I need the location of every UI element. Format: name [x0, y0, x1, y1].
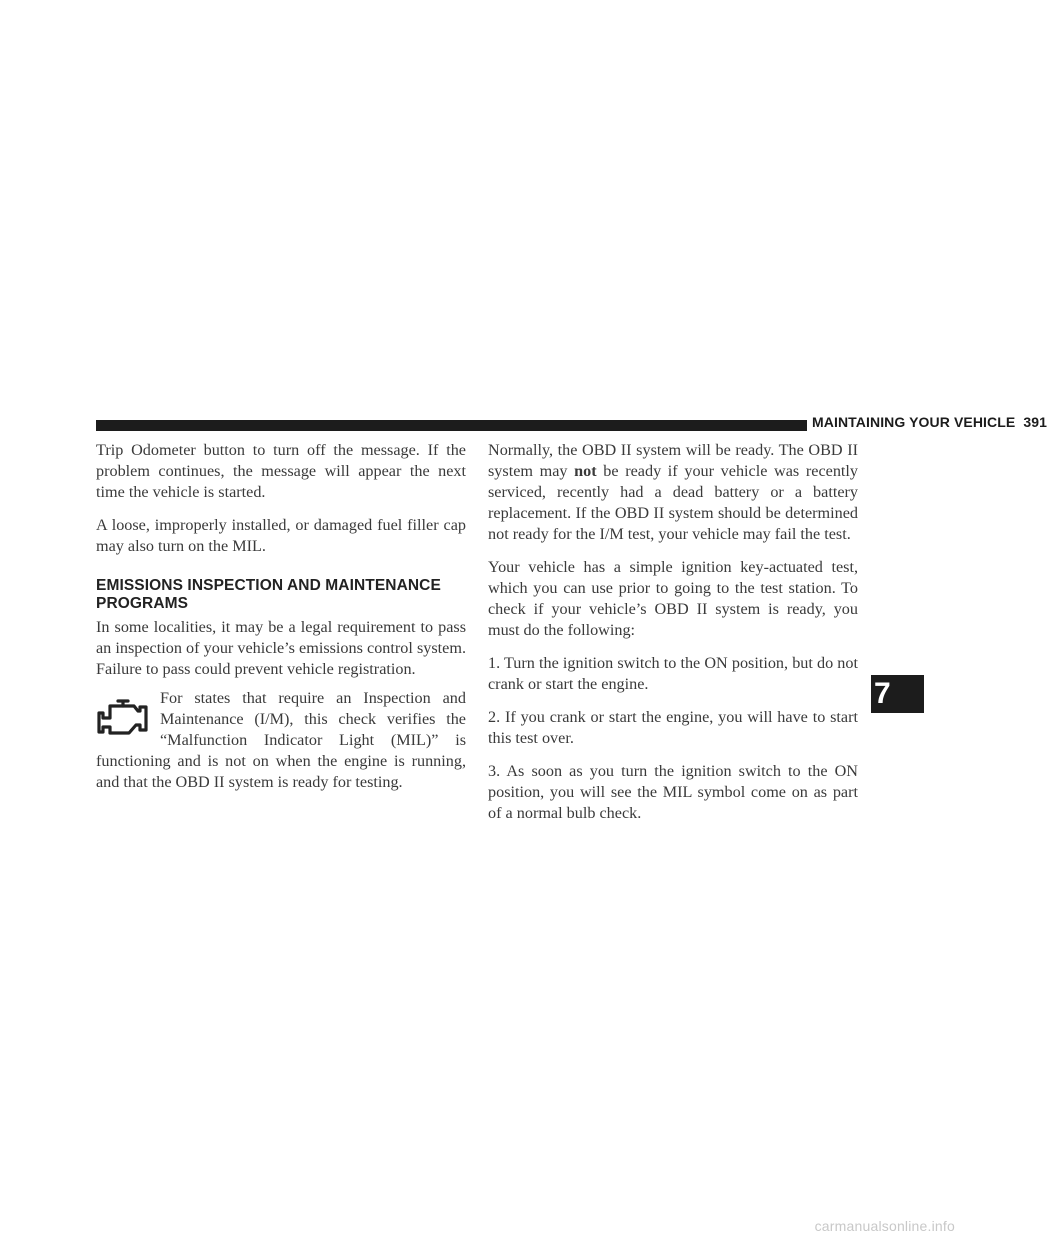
- engine-note: [96, 688, 466, 793]
- chapter-tab: 7: [871, 675, 924, 713]
- section-heading: EMISSIONS INSPECTION AND MAINTENANCE PROGRAMS: [96, 577, 441, 612]
- left-column: [96, 440, 466, 805]
- page-number: 391: [1023, 414, 1047, 430]
- paragraph-ignition-test: Your vehicle has a simple ignition key-actuated test, which you can use prior to going to the test station. To check if your vehicle’s OBD II system is ready, you must do the following:: [488, 558, 858, 639]
- running-header: [812, 414, 1047, 430]
- paragraph-obd-ready: [488, 440, 858, 545]
- step-3: 3. As soon as you turn the ignition switch to the ON position, you will see the MIL symbol come on as part of a normal bulb check.: [488, 762, 858, 822]
- paragraph-im-check: For states that require an Inspection and Maintenance (I/M), this check verifies the “Malfunction Indicator Light (MIL)” is functioning and is not on when the engine is running, and that the OBD II system is ready for testing.: [96, 689, 466, 791]
- watermark: carmanualsonline.info: [814, 1218, 955, 1234]
- text-obd-ready-emphasis: not: [574, 462, 597, 480]
- paragraph-localities: In some localities, it may be a legal requirement to pass an inspection of your vehicle’s emissions control system. Failure to pass could prevent vehicle registration.: [96, 618, 466, 678]
- step-2: 2. If you crank or start the engine, you will have to start this test over.: [488, 708, 858, 747]
- text-obd-ready-start: Normally, the OBD II system will be ready. The OBD II system may: [488, 441, 858, 480]
- header-rule: [96, 420, 807, 431]
- text-obd-ready-end: be ready if your vehicle was recently serviced, recently had a dead battery or a battery replacement. If the OBD II system should be determined not ready for the I/M test, your vehicle may fail the test.: [488, 462, 858, 543]
- paragraph-trip-odometer: Trip Odometer button to turn off the message. If the problem continues, the message will appear the next time the vehicle is started.: [96, 441, 466, 501]
- right-column: [488, 440, 858, 836]
- check-engine-icon: [96, 696, 150, 740]
- section-title: MAINTAINING YOUR VEHICLE: [812, 414, 1016, 430]
- step-1: 1. Turn the ignition switch to the ON position, but do not crank or start the engine.: [488, 654, 858, 693]
- paragraph-fuel-cap: A loose, improperly installed, or damaged fuel filler cap may also turn on the MIL.: [96, 516, 466, 555]
